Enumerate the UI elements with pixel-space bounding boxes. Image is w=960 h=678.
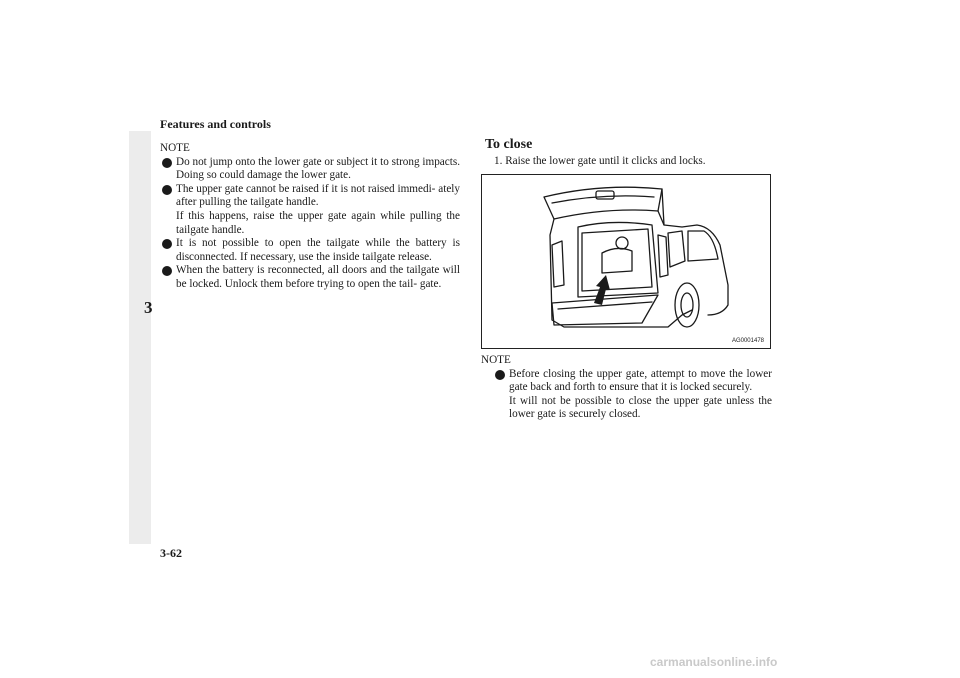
bullet-icon xyxy=(162,158,172,168)
list-item: It is not possible to open the tailgate while the battery is disconnected. If necessary, use the inside tailgate release. xyxy=(160,237,460,264)
figure-code: AG0001478 xyxy=(731,338,764,344)
right-note-block xyxy=(481,354,772,422)
right-note-list xyxy=(493,368,772,422)
suv-tailgate-icon xyxy=(482,175,770,348)
chapter-number: 3 xyxy=(144,298,153,317)
note-label: NOTE xyxy=(160,142,190,154)
left-note-block xyxy=(160,142,460,292)
section-header: Features and controls xyxy=(160,117,271,131)
section-title: To close xyxy=(485,137,533,152)
list-item: Before closing the upper gate, attempt to move the lower gate back and forth to ensure that it is locked securely. It will not be possible to close the upper gate unless the lower gate is securely closed. xyxy=(493,368,772,422)
list-item: The upper gate cannot be raised if it is not raised immedi- ately after pulling the tailgate handle. If this happens, raise the upper gate again while pulling the tailgate handle. xyxy=(160,183,460,237)
bullet-icon xyxy=(162,266,172,276)
note-label: NOTE xyxy=(481,354,511,366)
step-instruction: 1. Raise the lower gate until it clicks and locks. xyxy=(494,155,706,167)
tailgate-illustration xyxy=(481,174,771,349)
chapter-tab-bar xyxy=(129,131,151,544)
left-note-list xyxy=(160,156,460,292)
page-number: 3-62 xyxy=(160,546,182,560)
list-item: When the battery is reconnected, all doors and the tailgate will be locked. Unlock them before trying to open the tail- gate. xyxy=(160,264,460,291)
watermark-text: carmanualsonline.info xyxy=(650,655,778,669)
bullet-icon xyxy=(495,370,505,380)
bullet-icon xyxy=(162,239,172,249)
list-item: Do not jump onto the lower gate or subject it to strong impacts. Doing so could damage the lower gate. xyxy=(160,156,460,183)
bullet-icon xyxy=(162,185,172,195)
